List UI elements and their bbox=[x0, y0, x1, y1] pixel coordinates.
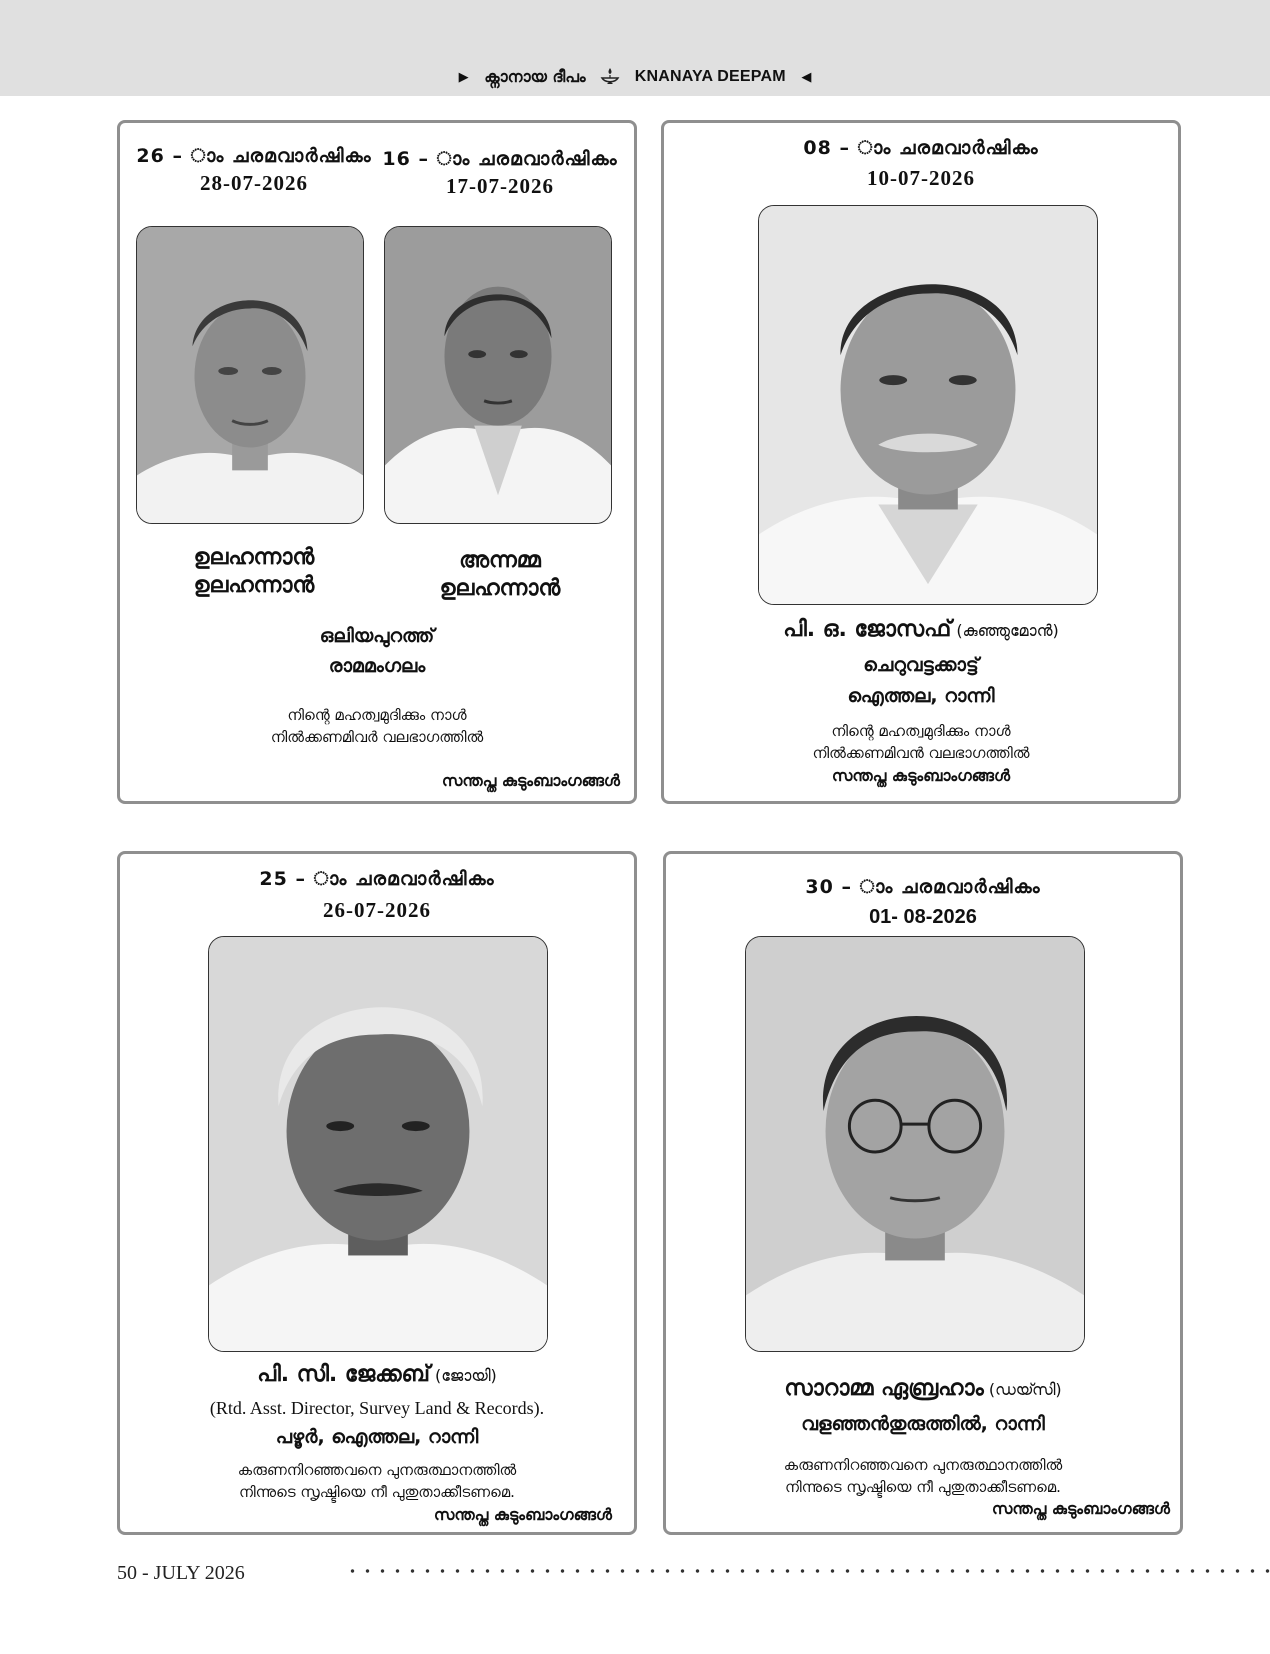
triangle-right-icon: ▶ bbox=[458, 69, 469, 85]
person-name-block bbox=[666, 1374, 1180, 1404]
verse-line: നിൽക്കണമിവൻ വലഭാഗത്തിൽ bbox=[812, 744, 1030, 762]
anniversary-date: 01- 08-2026 bbox=[869, 906, 977, 928]
anniversary-label: 25 – ാം ചരമവാർഷികം bbox=[259, 868, 495, 890]
portrait-photo bbox=[136, 226, 364, 524]
verse-line: കരുണനിറഞ്ഞവനെ പുനരുത്ഥാനത്തിൽ bbox=[237, 1461, 517, 1479]
person-name-line2: ഉലഹന്നാൻ bbox=[439, 576, 561, 601]
verse-line: കരുണനിറഞ്ഞവനെ പുനരുത്ഥാനത്തിൽ bbox=[783, 1456, 1063, 1474]
anniversary-date: 10-07-2026 bbox=[867, 166, 975, 190]
anniversary-date: 28-07-2026 bbox=[200, 171, 308, 195]
person-nickname: (ഡയ്സി) bbox=[988, 1380, 1062, 1399]
header-title-ml: ക്നാനായ ദീപം bbox=[484, 67, 586, 86]
verse-line: നിൽക്കണമിവർ വലഭാഗത്തിൽ bbox=[270, 728, 484, 746]
obituary-card bbox=[663, 851, 1183, 1535]
person-nickname: (ജോയി) bbox=[435, 1366, 497, 1385]
anniversary-label: 16 – ാം ചരമവാർഷികം bbox=[382, 148, 618, 170]
house-name: ഒലിയപുറത്ത് bbox=[319, 625, 435, 647]
anniversary-label: 26 – ാം ചരമവാർഷികം bbox=[136, 145, 372, 167]
verse-line: നിന്നുടെ സൃഷ്ടിയെ നീ പുതുതാക്കീടണമെ. bbox=[785, 1478, 1061, 1496]
running-header bbox=[0, 66, 1270, 88]
person-name: സാറാമ്മ ഏബ്രഹാം bbox=[784, 1376, 984, 1401]
signoff: സന്തപ്ത കുടുംബാംഗങ്ങൾ bbox=[991, 1499, 1170, 1518]
signoff: സന്തപ്ത കുടുംബാംഗങ്ങൾ bbox=[433, 1505, 612, 1524]
house-name: ചെറുവട്ടക്കാട്ട് bbox=[863, 654, 979, 676]
obituary-card bbox=[661, 120, 1181, 804]
person-name: പി. ഒ. ജോസഫ് bbox=[783, 617, 952, 642]
obituary-card bbox=[117, 851, 637, 1535]
person-name-line1: അന്നമ്മ bbox=[459, 548, 541, 573]
place-name: പഴൂർ, ഐത്തല, റാന്നി bbox=[275, 1426, 479, 1448]
person-name: പി. സി. ജേക്കബ് bbox=[257, 1362, 430, 1387]
place-name: വളഞ്ഞൻതുരുത്തിൽ, റാന്നി bbox=[801, 1413, 1045, 1435]
signoff: സന്തപ്ത കുടുംബാംഗങ്ങൾ bbox=[441, 771, 620, 790]
portrait-photo bbox=[208, 936, 548, 1352]
anniversary-date: 17-07-2026 bbox=[446, 174, 554, 198]
header-title-en: KNANAYA DEEPAM bbox=[634, 68, 786, 85]
anniversary-label: 08 – ാം ചരമവാർഷികം bbox=[803, 137, 1039, 159]
person-nickname: (കുഞ്ഞുമോൻ) bbox=[956, 621, 1059, 640]
person-name-block bbox=[120, 1360, 634, 1390]
person-name-block bbox=[664, 615, 1178, 645]
verse-line: നിന്റെ മഹത്വമുദിക്കും നാൾ bbox=[831, 722, 1011, 740]
portrait-photo bbox=[384, 226, 612, 524]
anniversary-label: 30 – ാം ചരമവാർഷികം bbox=[805, 876, 1041, 898]
oil-lamp-icon bbox=[599, 66, 621, 88]
page-number: 50 - JULY 2026 bbox=[117, 1562, 245, 1584]
person-name-line2: ഉലഹന്നാൻ bbox=[193, 573, 315, 598]
portrait-photo bbox=[745, 936, 1085, 1352]
portrait-photo bbox=[758, 205, 1098, 605]
designation: (Rtd. Asst. Director, Survey Land & Records). bbox=[209, 1398, 545, 1418]
obituary-card-couple bbox=[117, 120, 637, 804]
triangle-left-icon: ◀ bbox=[801, 69, 812, 85]
anniversary-date: 26-07-2026 bbox=[323, 898, 431, 922]
signoff: സന്തപ്ത കുടുംബാംഗങ്ങൾ bbox=[831, 766, 1011, 785]
footer-dotted-rule bbox=[345, 1568, 1270, 1574]
verse-line: നിന്റെ മഹത്വമുദിക്കും നാൾ bbox=[287, 706, 467, 724]
place-name: ഐത്തല, റാന്നി bbox=[847, 685, 995, 707]
verse-line: നിന്നുടെ സൃഷ്ടിയെ നീ പുതുതാക്കീടണമെ. bbox=[239, 1483, 515, 1501]
person-name-line1: ഉലഹന്നാൻ bbox=[193, 545, 315, 570]
place-name: രാമമംഗലം bbox=[328, 655, 426, 677]
